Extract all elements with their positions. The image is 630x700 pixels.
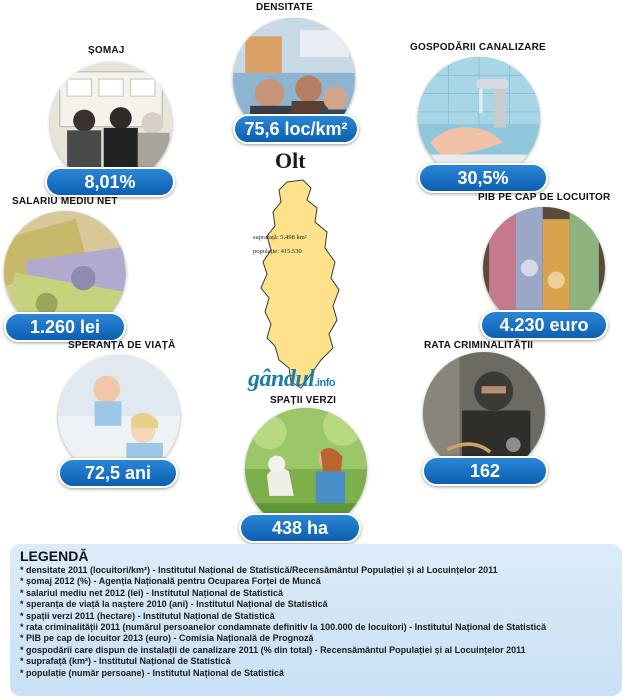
stat-title: PIB PE CAP DE LOCUITOR xyxy=(478,192,611,203)
stat-value: 72,5 ani xyxy=(58,458,178,488)
legend-item: * gospodării care dispun de instalații de canalizare 2011 (% din total) - Recensământul Populației și al Locuințelor 2011 xyxy=(20,644,526,655)
job-board-photo xyxy=(50,62,172,184)
legend-item: * salariul mediu net 2012 (lei) - Institutul Național de Statistică xyxy=(20,587,284,598)
map-population: populație: 415.530 xyxy=(253,248,302,255)
stat-value: 438 ha xyxy=(239,513,361,543)
stat-title: SPERANȚA DE VIAȚĂ xyxy=(68,340,176,351)
stat-value: 4.230 euro xyxy=(480,310,608,340)
stat-value: 8,01% xyxy=(45,167,175,197)
logo-main: gândul xyxy=(248,366,315,392)
logo-suffix: .info xyxy=(314,377,336,389)
legend-item: * populație (număr persoane) - Institutul Național de Statistică xyxy=(20,667,285,678)
stat-title: SPAȚII VERZI xyxy=(270,395,337,406)
legend-panel xyxy=(10,544,622,696)
legend-item: * suprafață (km²) - Institutul Național de Statistică xyxy=(20,656,231,667)
legend-item: * spații verzi 2011 (hectare) - Institutul Național de Statistică xyxy=(20,610,275,621)
legend-title: LEGENDĂ xyxy=(20,548,89,564)
legend-item: * speranța de viață la naștere 2010 (ani) - Institutul Național de Statistică xyxy=(20,599,328,610)
map-surface: suprafață: 5.498 km² xyxy=(253,234,307,241)
park-dog-photo xyxy=(245,408,367,530)
legend-item: * densitate 2011 (locuitori/km²) - Institutul Național de Statistică/Recensământul Populației și al Locuințelor 2011 xyxy=(20,565,498,575)
legend-item: * șomaj 2012 (%) - Agenția Națională pentru Ocuparea Forței de Muncă xyxy=(20,576,321,587)
gandul-logo xyxy=(248,366,335,393)
stat-value: 1.260 lei xyxy=(4,312,126,342)
county-map-shape xyxy=(245,178,355,393)
stat-title: GOSPODĂRII CANALIZARE xyxy=(410,42,546,53)
stat-title: DENSITATE xyxy=(256,2,313,13)
stat-title: SALARIU MEDIU NET xyxy=(12,196,118,207)
stat-value: 162 xyxy=(422,456,548,486)
stat-title: ȘOMAJ xyxy=(88,45,125,56)
faucet-photo xyxy=(418,57,540,179)
legend-item: * PIB pe cap de locuitor 2013 (euro) - Comisia Națională de Prognoză xyxy=(20,633,314,644)
legend-item: * rata criminalității 2011 (numărul persoanelor condamnate definitiv la 100.000 de locuitori) - Institutul Național de Statistică xyxy=(20,622,547,633)
county-name: Olt xyxy=(275,148,306,173)
stat-title: RATA CRIMINALITĂȚII xyxy=(424,340,534,351)
stat-value: 75,6 loc/km² xyxy=(233,114,359,144)
stat-value: 30,5% xyxy=(418,163,548,193)
